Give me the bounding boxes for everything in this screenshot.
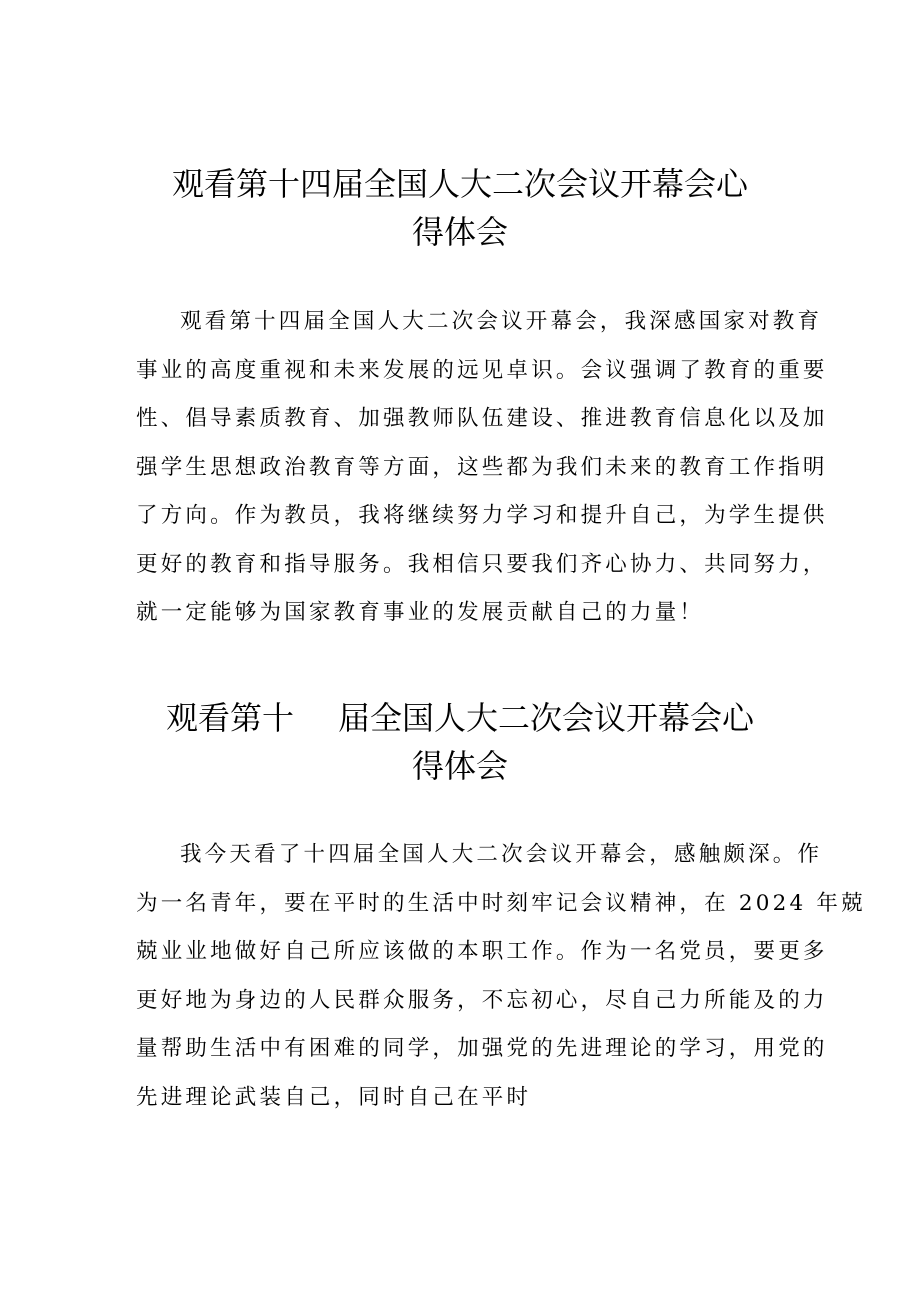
article1-body bbox=[136, 298, 828, 638]
article2-line: 更好地为身边的人民群众服务，不忘初心，尽自己力所能及的力 bbox=[136, 987, 828, 1013]
article2-title-line2: 得体会 bbox=[411, 747, 508, 785]
article2-line: 为一名青年，要在平时的生活中时刻牢记会议精神，在 2024 年兢 bbox=[136, 890, 866, 916]
article2-title bbox=[140, 694, 780, 790]
article1-line: 就一定能够为国家教育事业的发展贡献自己的力量！ bbox=[136, 600, 705, 625]
article2-title-line1 bbox=[140, 694, 780, 742]
article1-title bbox=[140, 160, 780, 256]
article2-line: 我今天看了十四届全国人大二次会议开幕会，感触颇深。作 bbox=[180, 842, 823, 867]
article1-line: 了方向。作为教员，我将继续努力学习和提升自己，为学生提供 bbox=[136, 503, 828, 528]
article2-line: 量帮助生活中有困难的同学，加强党的先进理论的学习，用党的 bbox=[136, 1036, 828, 1061]
article1-line: 事业的高度重视和未来发展的远见卓识。会议强调了教育的重要 bbox=[136, 357, 828, 383]
article1-title-line1: 观看第十四届全国人大二次会议开幕会心 bbox=[171, 165, 748, 203]
article2-line: 先进理论武装自己，同时自己在平时 bbox=[136, 1084, 532, 1110]
article1-line: 观看第十四届全国人大二次会议开幕会，我深感国家对教育 bbox=[180, 309, 823, 334]
article1-line: 性、倡导素质教育、加强教师队伍建设、推进教育信息化以及加 bbox=[136, 406, 828, 431]
article2-title-part-a: 观看第十 bbox=[165, 699, 294, 737]
article2-body bbox=[136, 831, 866, 1122]
article1-line: 强学生思想政治教育等方面，这些都为我们未来的教育工作指明 bbox=[136, 454, 828, 480]
article2-line: 兢业业地做好自己所应该做的本职工作。作为一名党员，要更多 bbox=[136, 939, 828, 964]
article2-title-part-b: 届全国人大二次会议开幕会心 bbox=[338, 699, 755, 737]
article1-title-line2: 得体会 bbox=[411, 213, 508, 251]
article1-line: 更好的教育和指导服务。我相信只要我们齐心协力、共同努力， bbox=[136, 551, 828, 577]
